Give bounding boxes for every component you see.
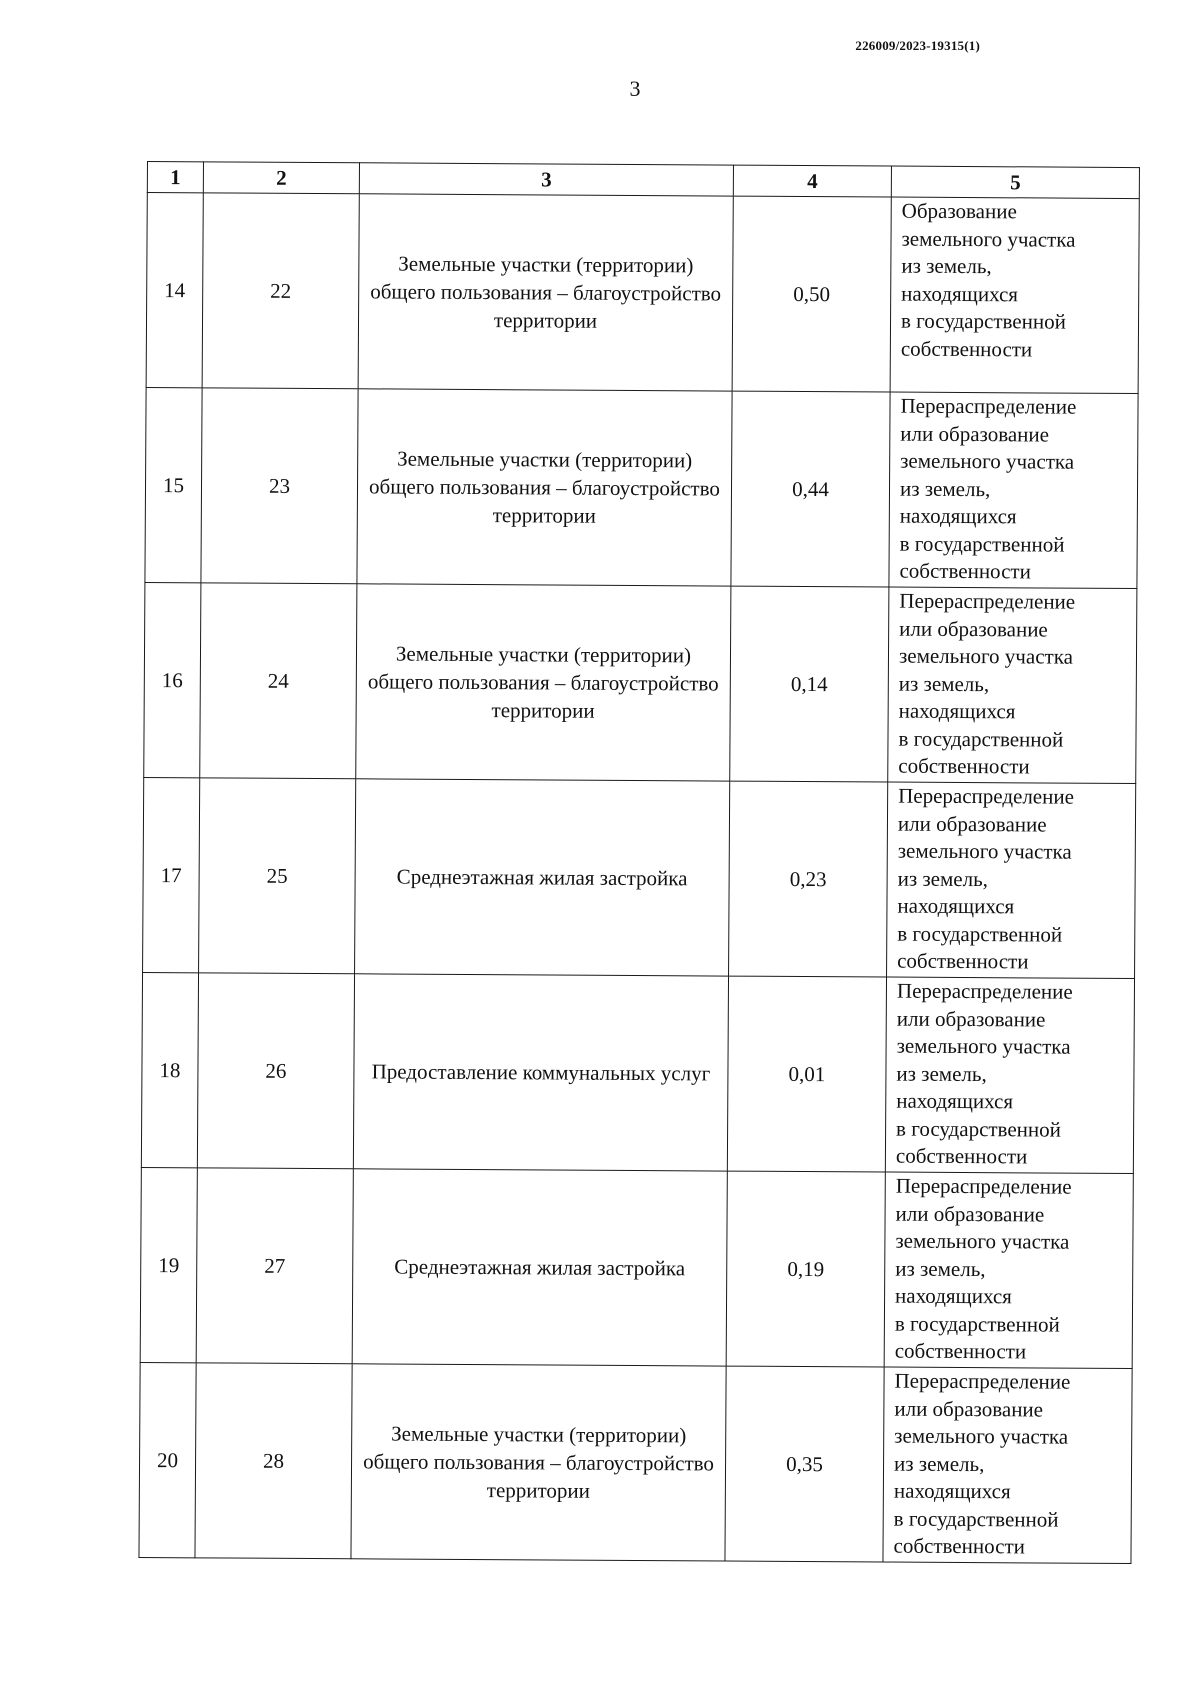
plot-number-cell: 27: [196, 1168, 353, 1364]
area-value-cell: 0,01: [727, 976, 886, 1172]
row-index-cell: 17: [143, 777, 200, 972]
row-index-cell: 20: [139, 1362, 196, 1557]
plot-number-cell: 23: [201, 388, 358, 584]
permitted-use-cell: Земельные участки (территории) общего пользования – благоустройство территории: [356, 584, 731, 781]
permitted-use-cell: Земельные участки (территории) общего пользования – благоустройство территории: [351, 1364, 726, 1561]
table-row: [144, 582, 1137, 783]
plot-number-cell: 26: [197, 973, 354, 1169]
area-value-cell: 0,44: [731, 391, 890, 587]
table-row: [143, 777, 1136, 978]
page-number: 3: [629, 76, 641, 101]
row-index-cell: 15: [145, 387, 202, 582]
table-row: [141, 972, 1134, 1173]
row-index-cell: 14: [146, 193, 203, 388]
plot-number-cell: 24: [200, 583, 357, 779]
area-value-cell: 0,50: [732, 196, 891, 392]
formation-method-cell: Образование земельного участка из земель, находящихся в государственной собственности: [890, 197, 1139, 394]
table-row: [139, 1362, 1132, 1563]
table-row: [146, 193, 1139, 394]
table-row: [145, 387, 1138, 588]
permitted-use-cell: Земельные участки (территории) общего пользования – благоустройство территории: [358, 194, 733, 391]
formation-method-cell: Перераспределение или образование земельного участка из земель, находящихся в государственной собственности: [888, 587, 1137, 784]
row-index-cell: 16: [144, 582, 201, 777]
permitted-use-cell: Среднеэтажная жилая застройка: [355, 779, 730, 976]
plot-number-cell: 22: [202, 193, 359, 389]
plot-number-cell: 25: [199, 778, 356, 974]
column-header-5: 5: [891, 166, 1139, 199]
permitted-use-cell: Среднеэтажная жилая застройка: [352, 1169, 727, 1366]
formation-method-cell: Перераспределение или образование земельного участка из земель, находящихся в государственной собственности: [884, 1172, 1133, 1369]
area-value-cell: 0,19: [726, 1171, 885, 1367]
column-header-4: 4: [733, 165, 891, 197]
land-plots-table: [138, 161, 1140, 1564]
area-value-cell: 0,35: [725, 1366, 884, 1562]
document-registration-number: 226009/2023-19315(1): [855, 38, 980, 53]
plot-number-cell: 28: [195, 1363, 352, 1559]
formation-method-cell: Перераспределение или образование земельного участка из земель, находящихся в государственной собственности: [889, 392, 1138, 589]
formation-method-cell: Перераспределение или образование земельного участка из земель, находящихся в государственной собственности: [885, 977, 1134, 1174]
column-header-3: 3: [359, 163, 733, 196]
row-index-cell: 19: [140, 1167, 197, 1362]
permitted-use-cell: Земельные участки (территории) общего пользования – благоустройство территории: [357, 389, 732, 586]
formation-method-cell: Перераспределение или образование земельного участка из земель, находящихся в государственной собственности: [887, 782, 1136, 979]
column-header-2: 2: [203, 162, 359, 194]
permitted-use-cell: Предоставление коммунальных услуг: [353, 974, 728, 1171]
area-value-cell: 0,23: [729, 781, 888, 977]
column-header-1: 1: [147, 162, 203, 193]
table-row: [140, 1167, 1133, 1368]
row-index-cell: 18: [141, 972, 198, 1167]
area-value-cell: 0,14: [730, 586, 889, 782]
formation-method-cell: Перераспределение или образование земельного участка из земель, находящихся в государственной собственности: [883, 1367, 1132, 1564]
